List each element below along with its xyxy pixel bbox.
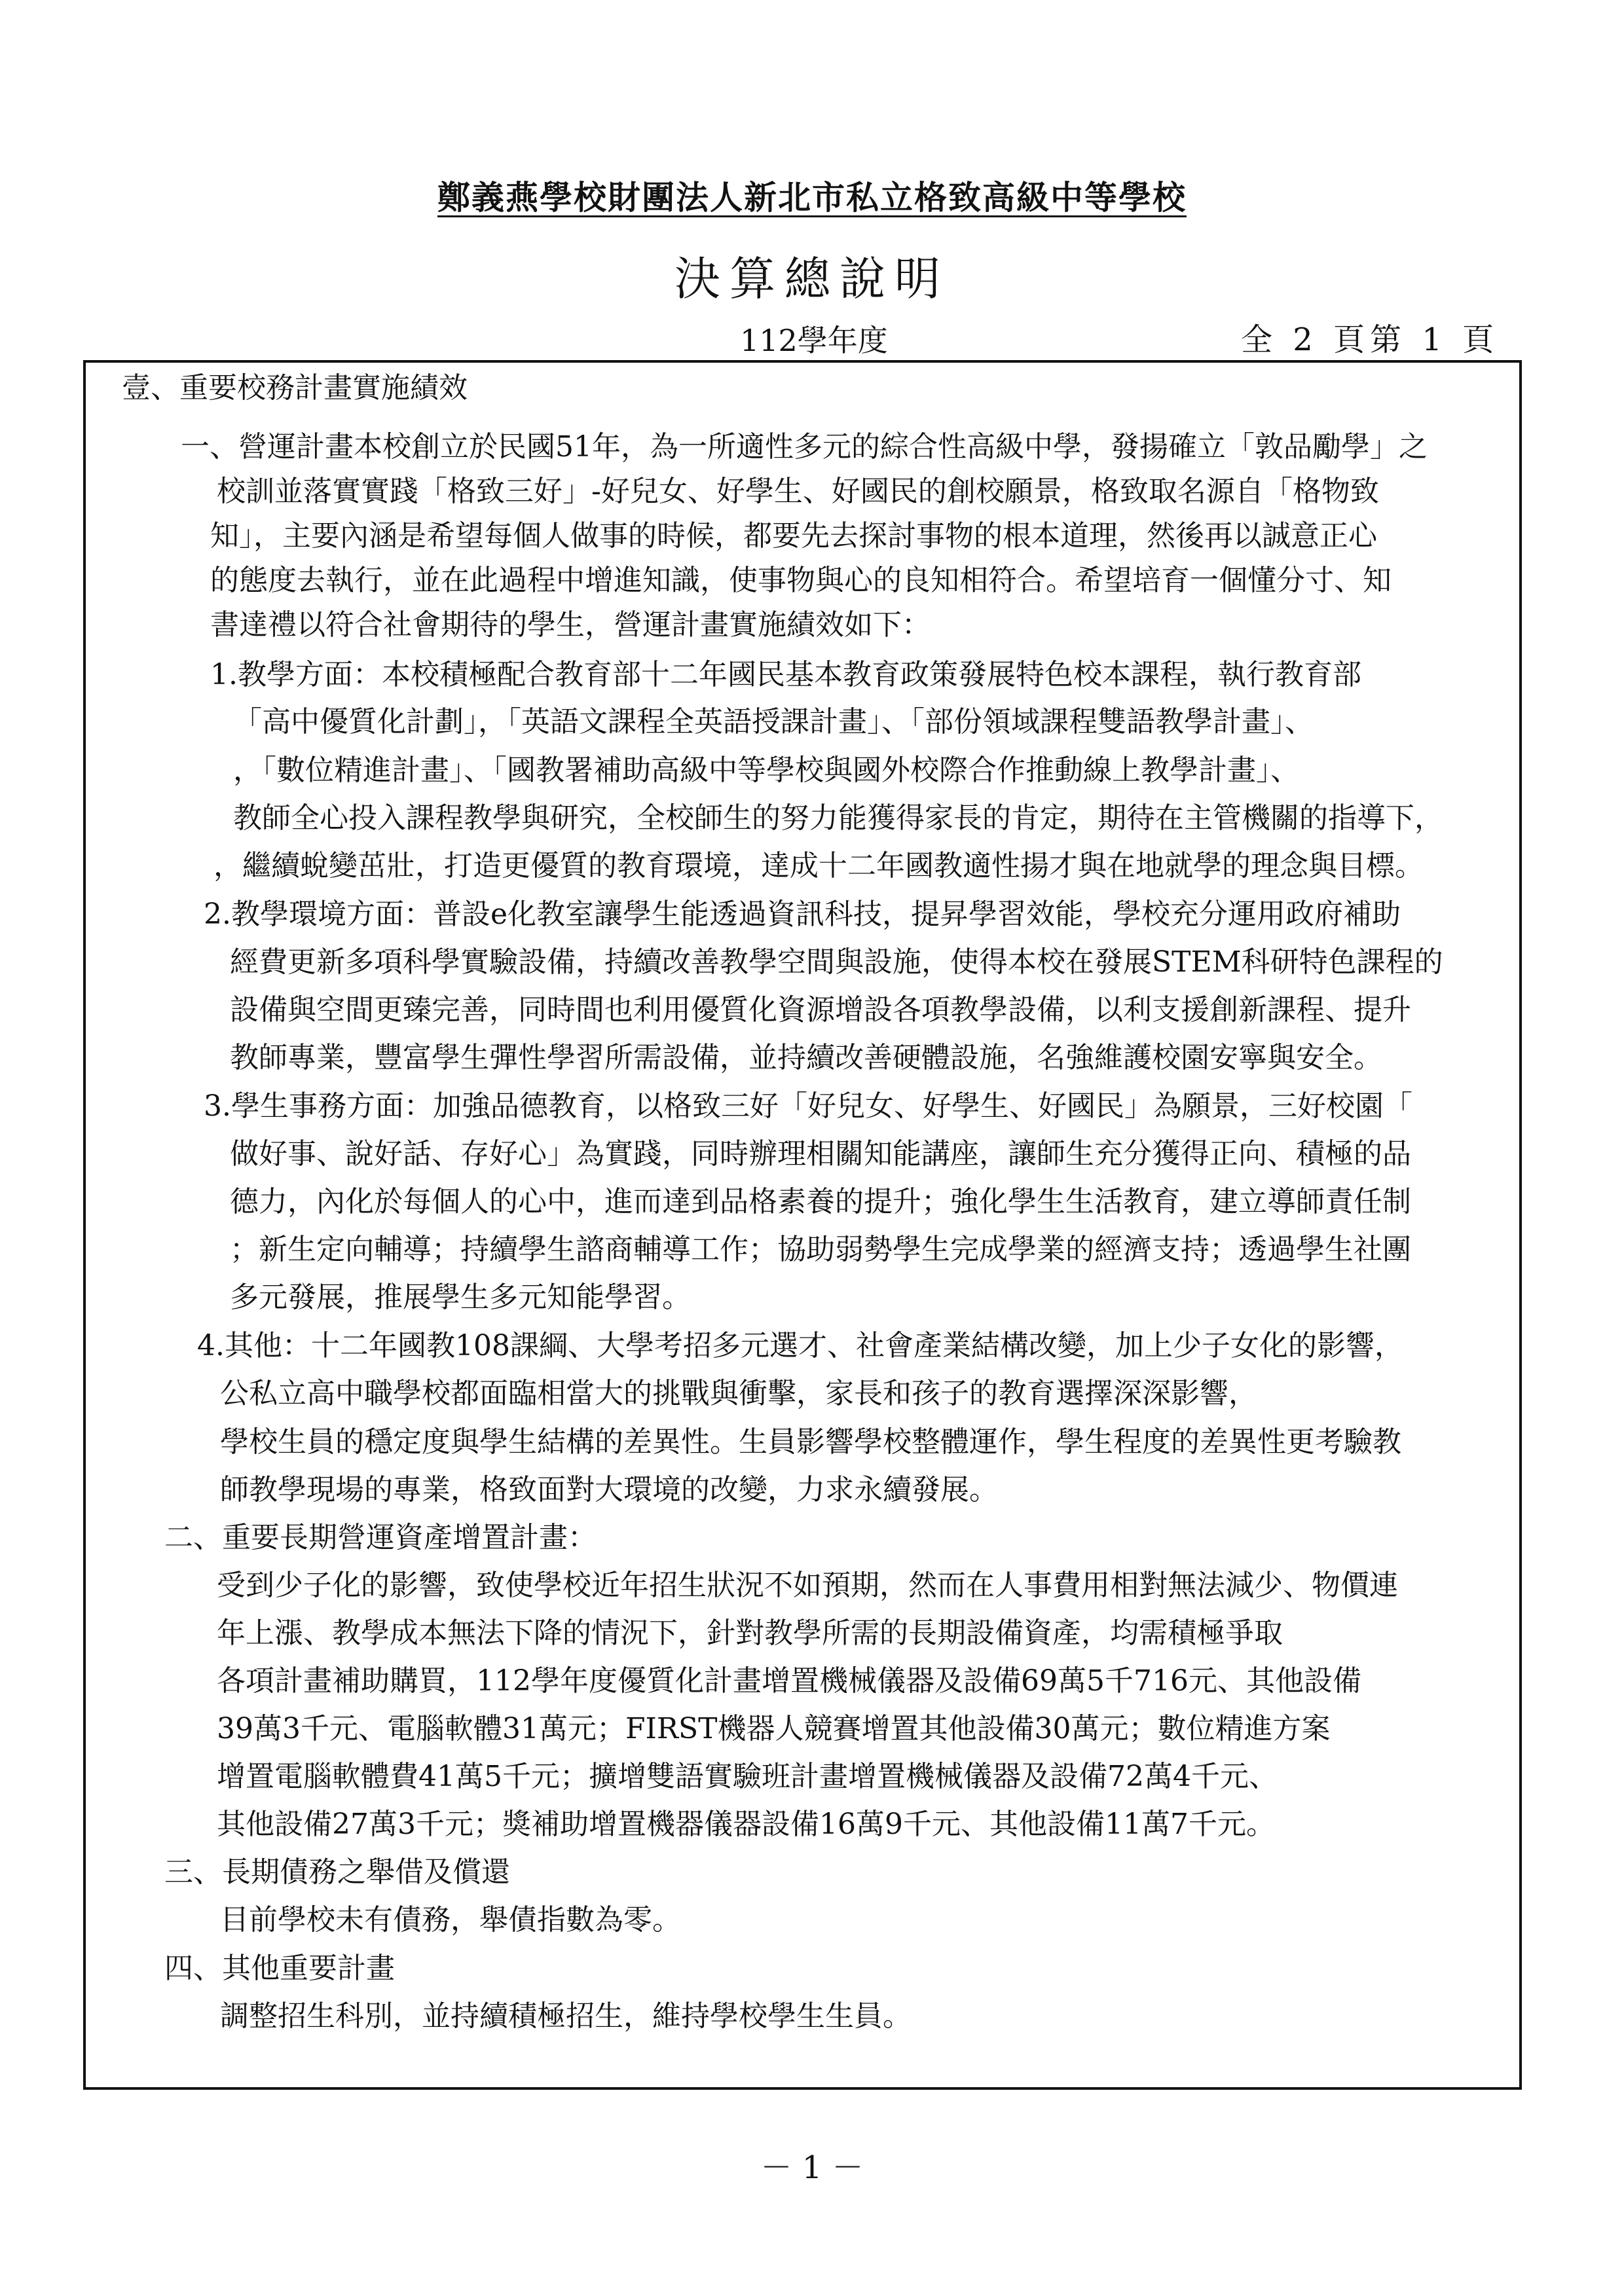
item4-line: 公私立高中職學校都面臨相當大的挑戰與衝擊，家長和孩子的教育選擇深深影響， <box>220 1377 1257 1410</box>
part4-title: 四、其他重要計畫 <box>164 1952 395 1985</box>
fiscal-year: 112學年度 <box>740 323 888 358</box>
item3-line: 3.學生事務方面：加強品德教育，以格致三好「好兒女、好學生、好國民」為願景，三好校園「 <box>204 1089 1412 1123</box>
part1-line: 書達禮以符合社會期待的學生，營運計畫實施績效如下： <box>210 608 931 642</box>
item1-line: ，「數位精進計畫」、「國教署補助高級中等學校與國外校際合作推動線上教學計畫」、 <box>233 754 1299 787</box>
item4-line: 學校生員的穩定度與學生結構的差異性。生員影響學校整體運作，學生程度的差異性更考驗教 <box>220 1425 1401 1459</box>
item2-line: 教師專業，豐富學生彈性學習所需設備，並持續改善硬體設施，名強維護校園安寧與安全。 <box>230 1041 1382 1074</box>
organization-name: 鄭義燕學校財團法人新北市私立格致高級中等學校 <box>437 178 1187 217</box>
part1-line: 校訓並落實實踐「格致三好」-好兒女、好學生、好國民的創校願景，格致取名源自「格物致 <box>217 475 1379 508</box>
item2-line: 設備與空間更臻完善，同時間也利用優質化資源增設各項教學設備，以利支援創新課程、提升 <box>230 993 1411 1027</box>
part3-title: 三、長期債務之舉借及償還 <box>164 1855 510 1889</box>
item3-line: 德力，內化於每個人的心中，進而達到品格素養的提升；強化學生生活教育，建立導師責任制 <box>230 1185 1411 1218</box>
page-info: 全 2 頁第 1 頁 <box>1241 321 1500 358</box>
item1-line: 教師全心投入課程教學與研究，全校師生的努力能獲得家長的肯定，期待在主管機關的指導下， <box>233 801 1443 835</box>
part1-line: 的態度去執行，並在此過程中增進知識，使事物與心的良知相符合。希望培育一個懂分寸、知 <box>210 564 1392 597</box>
item1-line: 1.教學方面：本校積極配合教育部十二年國民基本教育政策發展特色校本課程，執行教育部 <box>210 658 1361 691</box>
section-title: 壹、重要校務計畫實施績效 <box>122 371 468 405</box>
item2-line: 2.教學環境方面：普設e化教室讓學生能透過資訊科技，提昇學習效能，學校充分運用政府補助 <box>204 898 1401 931</box>
item3-line: 做好事、說好話、存好心」為實踐，同時辦理相關知能講座，讓師生充分獲得正向、積極的品 <box>230 1137 1411 1171</box>
part2-line: 各項計畫補助購買，112學年度優質化計畫增置機械儀器及設備69萬5千716元、其他設備 <box>217 1664 1361 1698</box>
part2-line: 增置電腦軟體費41萬5千元；擴增雙語實驗班計畫增置機械儀器及設備72萬4千元、 <box>217 1760 1278 1793</box>
part3-line: 目前學校未有債務，舉債指數為零。 <box>220 1903 681 1937</box>
item4-line: 4.其他：十二年國教108課綱、大學考招多元選才、社會產業結構改變，加上少子女化的影響， <box>197 1329 1403 1362</box>
content-frame <box>83 360 1522 2090</box>
part2-line: 39萬3千元、電腦軟體31萬元；FIRST機器人競賽增置其他設備30萬元；數位精進方案 <box>217 1712 1331 1745</box>
item1-line: ，繼續蛻變茁壯，打造更優質的教育環境，達成十二年國教適性揚才與在地就學的理念與目標。 <box>213 849 1424 883</box>
item2-line: 經費更新多項科學實驗設備，持續改善教學空間與設施，使得本校在發展STEM科研特色課程的 <box>230 945 1443 979</box>
item3-line: ；新生定向輔導；持續學生諮商輔導工作；協助弱勢學生完成學業的經濟支持；透過學生社團 <box>230 1233 1411 1266</box>
part2-line: 其他設備27萬3千元；獎補助增置機器儀器設備16萬9千元、其他設備11萬7千元。 <box>217 1808 1275 1841</box>
item3-line: 多元發展，推展學生多元知能學習。 <box>230 1281 691 1314</box>
part2-title: 二、重要長期營運資產增置計畫： <box>164 1521 597 1554</box>
part1-line: 一、營運計畫本校創立於民國51年，為一所適性多元的綜合性高級中學，發揚確立「敦品勵學」之 <box>181 430 1428 464</box>
page-number: － 1 － <box>760 2149 864 2186</box>
part2-line: 年上漲、教學成本無法下降的情況下，針對教學所需的長期設備資產，均需積極爭取 <box>217 1616 1283 1650</box>
item1-line: 「高中優質化計劃」，「英語文課程全英語授課計畫」、「部份領域課程雙語教學計畫」、 <box>233 705 1314 738</box>
part1-line: 知」，主要內涵是希望每個人做事的時候，都要先去探討事物的根本道理，然後再以誠意正心 <box>210 519 1377 553</box>
document-title: 決算總說明 <box>674 252 950 306</box>
part2-line: 受到少子化的影響，致使學校近年招生狀況不如預期，然而在人事費用相對無法減少、物價連 <box>217 1569 1398 1602</box>
part4-line: 調整招生科別，並持續積極招生，維持學校學生生員。 <box>220 1999 912 2033</box>
item4-line: 師教學現場的專業，格致面對大環境的改變，力求永續發展。 <box>220 1473 998 1506</box>
